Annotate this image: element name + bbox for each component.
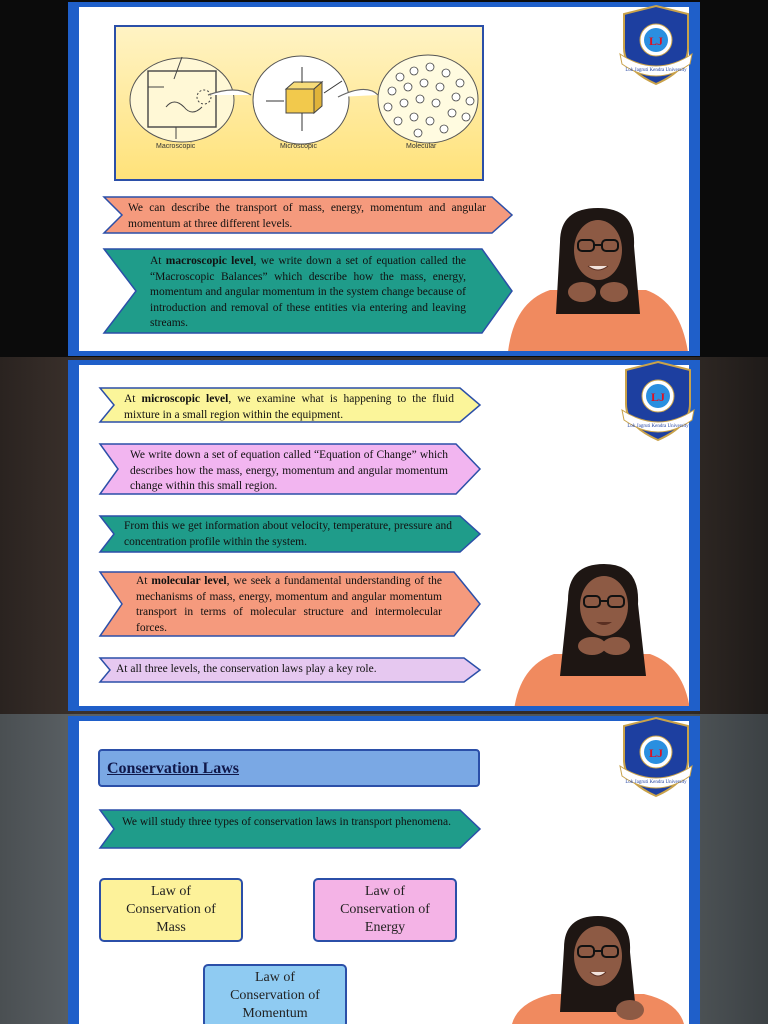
micro-pre: At — [124, 393, 142, 405]
law-energy-line1: Law of — [364, 884, 406, 899]
macro-post: , we write down a set of equation called the “Macroscopic Balances” which describe how the mass, energy, momentum and angular momentum in the system change because of introduction and removal of these entities via entering and leaving streams. — [150, 255, 466, 330]
logo-text-2: Lok Jagruti Kendra University — [627, 424, 689, 429]
law-energy-box — [313, 878, 457, 942]
levels-diagram — [116, 27, 482, 179]
slide-3 — [68, 716, 700, 1024]
svg-text:LJ: LJ — [650, 390, 666, 404]
microscopic-arrow-box — [98, 386, 482, 424]
conservation-laws-role-box — [98, 656, 482, 684]
macroscopic-arrow-box — [102, 247, 514, 335]
mol-post: , we seek a fundamental understanding of the mechanisms of mass, energy, momentum and angular momentum transport in terms of molecular structure and intermolecular forces. — [136, 575, 442, 634]
university-logo-3 — [618, 716, 694, 800]
slide-1 — [68, 2, 700, 356]
microscopic-label: Microscopic — [280, 143, 317, 150]
micro-bold: microscopic level — [141, 393, 229, 405]
logo-text-3: Lok Jagruti Kendra University — [625, 780, 687, 785]
equation-of-change-box — [98, 442, 482, 496]
levels-arrow-box — [102, 195, 514, 235]
conservation-role-text: At all three levels, the conservation laws play a key role. — [116, 663, 377, 675]
intro-text: We will study three types of conservation laws in transport phenomena. — [122, 816, 451, 828]
macro-pre: At — [150, 255, 166, 267]
slide-2 — [68, 360, 700, 711]
mol-bold: molecular level — [151, 575, 227, 587]
law-mass-line1: Law of — [150, 884, 192, 899]
molecular-arrow-box — [98, 570, 482, 638]
profile-info-text: From this we get information about velocity, temperature, pressure and concentration profile within the system. — [124, 520, 452, 548]
macro-bold: macroscopic level — [165, 255, 254, 267]
law-energy-line3: Energy — [364, 920, 406, 936]
macroscopic-label: Macroscopic — [156, 143, 196, 150]
presenter-video-2 — [514, 560, 690, 710]
law-mass-box — [99, 878, 243, 942]
molecular-label: Molecular — [406, 143, 437, 150]
law-momentum-line2: Conservation of — [230, 988, 320, 1004]
logo-text: Lok Jagruti Kendra University — [625, 68, 687, 73]
transport-levels-figure — [114, 25, 484, 181]
svg-text:LJ: LJ — [648, 34, 664, 48]
micro-post: , we examine what is happening to the fluid mixture in a small region within the equipment. — [124, 393, 455, 421]
law-momentum-box — [203, 964, 347, 1024]
equation-of-change-text: We write down a set of equation called “Equation of Change” which describes how the mass, energy, momentum and angular momentum change within this small region. — [130, 449, 448, 493]
presenter-video-3 — [508, 912, 688, 1024]
intro-arrow-box — [98, 808, 482, 850]
profile-info-box — [98, 514, 482, 554]
conservation-laws-title-box — [98, 749, 480, 787]
levels-text: We can describe the transport of mass, energy, momentum and angular momentum at three different levels. — [128, 202, 486, 230]
presenter-video-1 — [508, 202, 688, 352]
university-logo — [618, 4, 694, 88]
university-logo-2 — [620, 360, 696, 444]
svg-text:LJ: LJ — [648, 746, 664, 760]
mol-pre: At — [136, 575, 152, 587]
law-mass-line2: Conservation of — [126, 902, 216, 918]
law-energy-line2: Conservation of — [340, 902, 430, 918]
law-momentum-line1: Law of — [254, 970, 296, 985]
law-momentum-line3: Momentum — [242, 1006, 308, 1022]
law-mass-line3: Mass — [156, 920, 186, 936]
slide-title: Conservation Laws — [107, 760, 240, 777]
